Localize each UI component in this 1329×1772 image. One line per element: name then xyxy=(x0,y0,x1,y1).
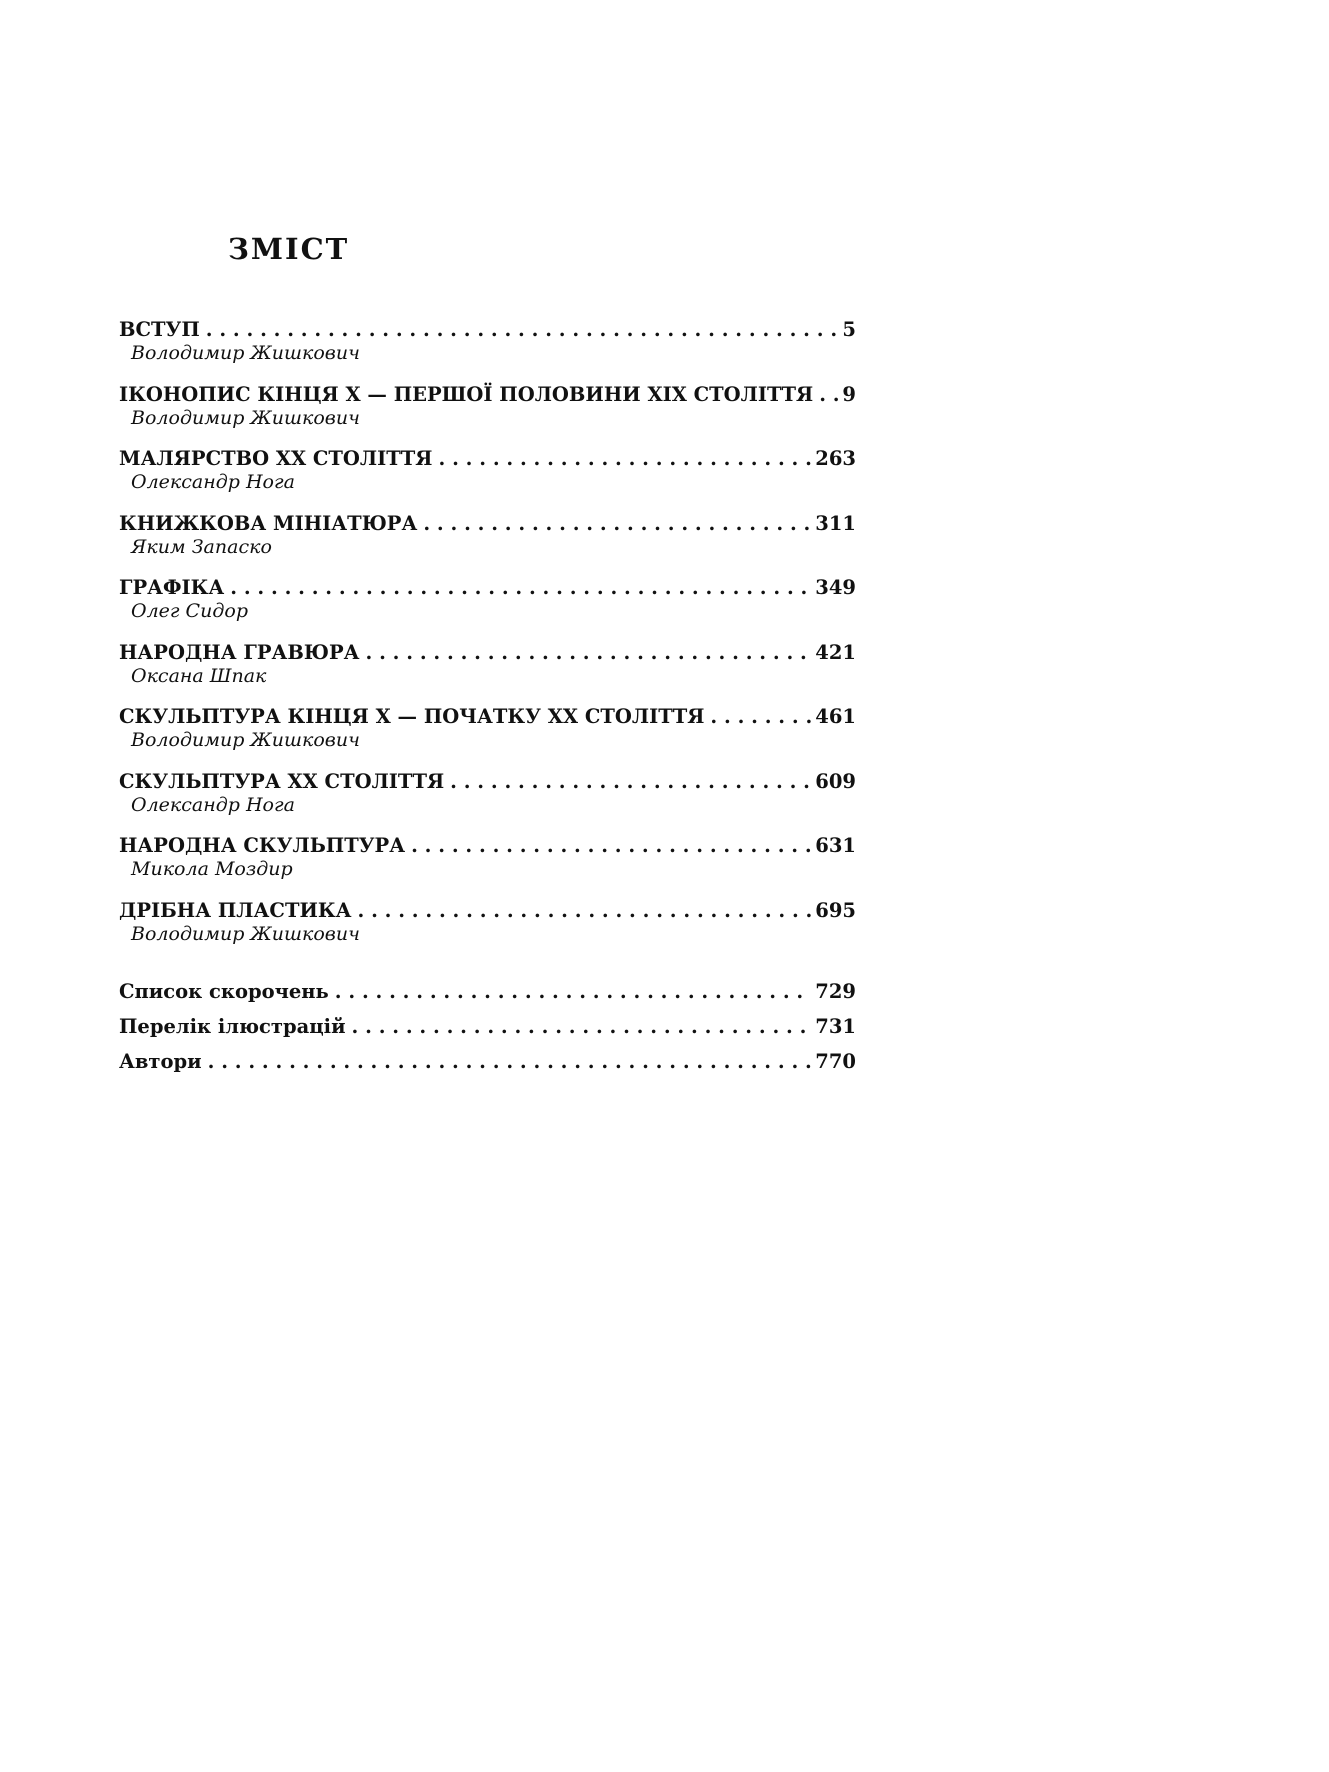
toc-entry-author: Володимир Жишкович xyxy=(131,342,360,364)
toc-entry[interactable] xyxy=(119,705,856,729)
toc-entry[interactable] xyxy=(119,383,856,407)
toc-entry[interactable] xyxy=(119,318,856,342)
toc-entry-author: Олег Сидор xyxy=(131,600,248,622)
dot-leader xyxy=(352,1009,812,1044)
toc-entry-title: ГРАФІКА xyxy=(119,576,225,599)
toc-entry-title: КНИЖКОВА МІНІАТЮРА xyxy=(119,511,418,535)
toc-entry-title: ІКОНОПИС КІНЦЯ X — ПЕРШОЇ ПОЛОВИНИ XIX СТОЛІТТЯ xyxy=(119,382,814,406)
toc-entry-page: 609 xyxy=(815,769,856,793)
toc-entry-page: 729 xyxy=(815,980,856,1003)
toc-entry-author: Володимир Жишкович xyxy=(131,922,360,945)
toc-section xyxy=(119,512,856,577)
dot-leader xyxy=(208,1044,812,1079)
toc-entry-author: Яким Запаско xyxy=(131,535,272,558)
toc-entry-author: Олександр Нога xyxy=(131,793,295,816)
dot-leader xyxy=(358,899,812,923)
toc-entry[interactable] xyxy=(119,447,856,471)
toc-entry-author: Оксана Шпак xyxy=(131,664,267,687)
toc-entry-title: ДРІБНА ПЛАСТИКА xyxy=(119,898,352,922)
toc-entry-title: СКУЛЬПТУРА КІНЦЯ X — ПОЧАТКУ XX СТОЛІТТЯ xyxy=(119,705,705,728)
toc-entry-page: 461 xyxy=(815,705,856,728)
table-of-contents xyxy=(119,318,856,1079)
toc-entry-author: Володимир Жишкович xyxy=(131,406,360,429)
toc-entry-title: Автори xyxy=(119,1050,202,1073)
toc-entry-title: НАРОДНА СКУЛЬПТУРА xyxy=(119,834,406,857)
dot-leader xyxy=(411,834,811,858)
toc-entry-page: 311 xyxy=(815,511,856,535)
toc-entry[interactable] xyxy=(119,641,856,665)
toc-entry[interactable] xyxy=(119,1009,856,1044)
dot-leader xyxy=(230,576,811,600)
toc-section xyxy=(119,447,856,512)
dot-leader xyxy=(710,705,811,729)
toc-section xyxy=(119,899,856,964)
toc-section xyxy=(119,318,856,383)
toc-section xyxy=(119,641,856,706)
toc-entry-author: Микола Моздир xyxy=(131,858,293,880)
toc-entry-author: Володимир Жишкович xyxy=(131,729,360,751)
toc-entry-page: 695 xyxy=(815,898,856,922)
dot-leader xyxy=(335,974,811,1009)
toc-entry-title: Список скорочень xyxy=(119,980,329,1003)
toc-entry-page: 631 xyxy=(815,834,856,857)
toc-entry[interactable] xyxy=(119,899,856,923)
toc-entry[interactable] xyxy=(119,770,856,794)
toc-entry[interactable] xyxy=(119,834,856,858)
toc-entry-title: СКУЛЬПТУРА XX СТОЛІТТЯ xyxy=(119,769,445,793)
toc-entry[interactable] xyxy=(119,512,856,536)
toc-entry-title: Перелік ілюстрацій xyxy=(119,1015,346,1038)
toc-entry-page: 770 xyxy=(815,1050,856,1073)
toc-section xyxy=(119,705,856,770)
toc-entry-page: 349 xyxy=(815,576,856,599)
toc-section xyxy=(119,834,856,899)
toc-entry-author: Олександр Нога xyxy=(131,471,295,493)
dot-leader xyxy=(439,447,812,471)
toc-section xyxy=(119,383,856,448)
dot-leader xyxy=(423,512,811,536)
dot-leader xyxy=(366,641,812,665)
toc-entry-title: НАРОДНА ГРАВЮРА xyxy=(119,640,360,664)
toc-entry[interactable] xyxy=(119,1044,856,1079)
toc-entry-page: 421 xyxy=(815,640,856,664)
toc-entry-title: МАЛЯРСТВО XX СТОЛІТТЯ xyxy=(119,447,433,470)
toc-entry-page: 9 xyxy=(842,382,856,406)
toc-section xyxy=(119,576,856,641)
dot-leader xyxy=(206,318,839,342)
toc-entry-page: 731 xyxy=(815,1015,856,1038)
toc-entry-title: ВСТУП xyxy=(119,318,200,341)
toc-entry[interactable] xyxy=(119,974,856,1009)
toc-section xyxy=(119,770,856,835)
toc-entry-page: 5 xyxy=(842,318,856,341)
page-title: ЗМІСТ xyxy=(228,232,350,266)
toc-entry[interactable] xyxy=(119,576,856,600)
dot-leader xyxy=(450,770,811,794)
dot-leader xyxy=(819,383,838,407)
toc-entry-page: 263 xyxy=(815,447,856,470)
toc-appendix xyxy=(119,974,856,1079)
